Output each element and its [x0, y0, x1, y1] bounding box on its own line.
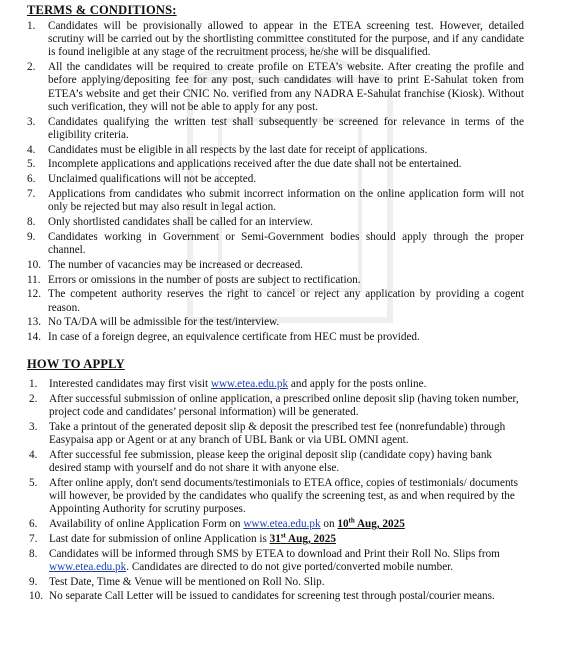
etea-website-link[interactable]: www.etea.edu.pk — [49, 560, 127, 573]
last-date: 31st Aug, 2025 — [269, 531, 336, 545]
terms-list — [0, 20, 573, 346]
list-item: 2. All the candidates will be required to create profile on ETEA’s website. After creating the profile and before applying/depositing fee for any post, such candidates will have to print E-Sahulat token from ETEA’s website and get their CNIC No. verified from any NADRA E-Sahulat franchise (Kiosk). Without such verification, they will not be able to apply for any post. — [27, 61, 524, 113]
list-item: 13. No TA/DA will be admissible for the test/interview. — [27, 316, 280, 329]
list-item: 3. Candidates qualifying the written test shall subsequently be screened for relevance in terms of the eligibility criteria. — [27, 115, 524, 141]
terms-heading: TERMS & CONDITIONS: — [27, 3, 177, 17]
list-item: 1. Candidates will be provisionally allowed to appear in the ETEA screening test. However, detailed scrutiny will be carried out by the shortlisting committee constituted for the purpose, and if any candidate is found ineligible at any stage of the recruitment process, he/she will be disqualified. — [27, 20, 524, 59]
list-item: 7. Last date for submission of online Application is 31st Aug, 2025 — [29, 531, 336, 545]
list-item: 6. Availability of online Application Form on www.etea.edu.pk on 10th Aug, 2025 — [29, 516, 405, 530]
list-item: 9. Test Date, Time & Venue will be mentioned on Roll No. Slip. — [29, 575, 325, 588]
list-item: 6. Unclaimed qualifications will not be accepted. — [27, 173, 257, 186]
list-item: 5. Incomplete applications and applications received after the due date shall not be entertained. — [27, 158, 462, 171]
list-item: 4. After successful fee submission, please keep the original deposit slip (candidate copy) having bank desired stamp with yourself and do not share it with anyone else. — [29, 448, 493, 474]
list-item: 2. After successful submission of online application, a prescribed online deposit slip (having token number, project code and candidates’ personal information) will be generated. — [29, 392, 519, 418]
list-item: 8. Candidates will be informed through SMS by ETEA to download and Print their Roll No. Slips from www.etea.edu.pk. Candidates are directed to do not give ported/converted mobile number. — [29, 547, 500, 573]
list-item: 7. Applications from candidates who submit incorrect information on the online application form will not only be rejected but may also result in legal action. — [27, 188, 524, 214]
list-item: 10. The number of vacancies may be increased or decreased. — [27, 258, 304, 271]
list-item: 4. Candidates must be eligible in all respects by the last date for receipt of applications. — [27, 143, 428, 156]
list-item: 1. Interested candidates may first visit www.etea.edu.pk and apply for the posts online. — [29, 378, 427, 390]
list-item: 5. After online apply, don't send documents/testimonials to ETEA office, copies of testimonials/ documents will however, be provided by the candidates who qualify the screening test, as and when required by the Appointing Authority for scrutiny purposes. — [29, 476, 519, 516]
etea-website-link[interactable]: www.etea.edu.pk — [210, 378, 289, 390]
list-item: 3. Take a printout of the generated deposit slip & deposit the prescribed test fee (nonrefundable) through Easypaisa app or Agent or at any branch of UBL Bank or via UBL OMNI agent. — [29, 420, 506, 446]
list-item: 11. Errors or omissions in the number of posts are subject to rectification. — [27, 273, 361, 286]
list-item: 8. Only shortlisted candidates shall be called for an interview. — [27, 216, 313, 228]
list-item: 9. Candidates working in Government or Semi-Government bodies should apply through the proper channel. — [27, 230, 524, 256]
list-item: 14. In case of a foreign degree, an equivalence certificate from HEC must be provided. — [27, 331, 420, 344]
list-item: 10. No separate Call Letter will be issued to candidates for screening test through postal/courier means. — [29, 590, 495, 603]
how-to-apply-list — [0, 378, 573, 605]
availability-date: 10th Aug, 2025 — [337, 516, 405, 530]
list-item: 12. The competent authority reserves the right to cancel or reject any application by providing a cogent reason. — [27, 288, 524, 314]
how-to-apply-heading: HOW TO APPLY — [27, 357, 125, 371]
etea-website-link[interactable]: www.etea.edu.pk — [243, 518, 321, 530]
